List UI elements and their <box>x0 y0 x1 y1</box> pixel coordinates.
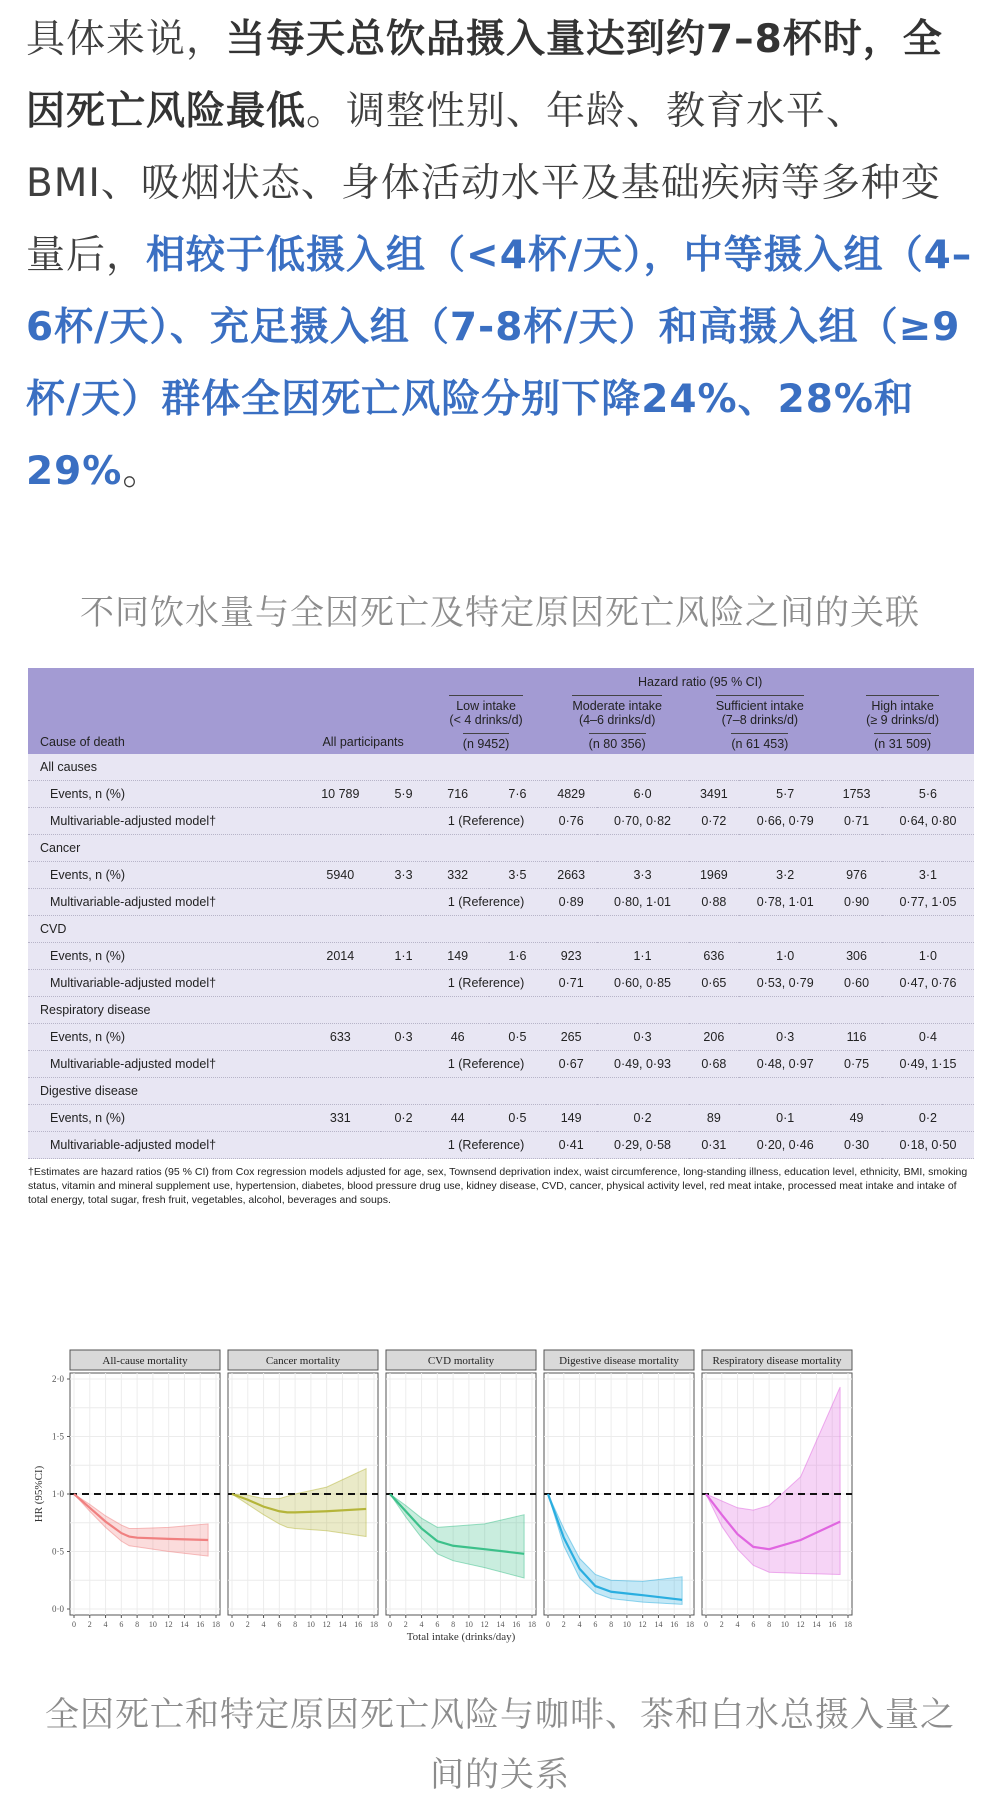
x-tick-label: 14 <box>812 1620 821 1629</box>
events-row <box>28 862 974 889</box>
table-cell: 5940 <box>300 862 381 889</box>
x-tick-label: 14 <box>338 1620 347 1629</box>
table-cell: 0·65 <box>689 970 740 997</box>
table-cell: 306 <box>831 943 882 970</box>
table-section-row <box>28 1078 974 1105</box>
table-cell: 206 <box>689 1024 740 1051</box>
table-cell: 10 789 <box>300 781 381 808</box>
x-tick-label: 18 <box>370 1620 378 1629</box>
table-cell: 0·18, 0·50 <box>882 1132 974 1159</box>
table-cell: 89 <box>689 1105 740 1132</box>
table-cell: 0·29, 0·58 <box>597 1132 689 1159</box>
x-tick-label: 12 <box>638 1620 647 1629</box>
table-cell: 0·49, 1·15 <box>882 1051 974 1078</box>
table-cell: 7·6 <box>489 781 546 808</box>
table-cell: 5·7 <box>739 781 831 808</box>
table-cell: 0·41 <box>546 1132 597 1159</box>
x-tick-label: 4 <box>419 1620 424 1629</box>
x-tick-label: 4 <box>577 1620 582 1629</box>
x-tick-label: 14 <box>496 1620 505 1629</box>
x-tick-label: 8 <box>609 1620 614 1629</box>
table-cell: 0·1 <box>739 1105 831 1132</box>
hazard-ratio-table-figure <box>28 668 974 1207</box>
table-footnote: †Estimates are hazard ratios (95 % CI) from Cox regression models adjusted for age, sex, Townsend deprivation index, waist circumference, long-standing illness, education level, ethnicity, BMI, smoking status, vitamin and mineral supplement use, hypertension, diabetes, blood pressure drug use, kidney disease, CVD, cancer, physical activity level, red meat intake, processed meat intake and intake of total energy, total sugar, fresh fruit, vegetables, alcohol, beverages and soups. <box>28 1166 968 1206</box>
table-cell: 0·2 <box>597 1105 689 1132</box>
x-tick-label: 0 <box>704 1620 708 1629</box>
x-tick-label: 16 <box>354 1620 363 1629</box>
table-caption: 不同饮水量与全因死亡及特定原因死亡风险之间的关联 <box>80 593 920 633</box>
model-row <box>28 1132 974 1159</box>
table-cell: 0·71 <box>831 808 882 835</box>
table-cell: 116 <box>831 1024 882 1051</box>
x-tick-label: 12 <box>164 1620 173 1629</box>
events-row <box>28 943 974 970</box>
hr-spline-chart-svg <box>30 1340 980 1670</box>
x-tick-label: 6 <box>277 1620 282 1629</box>
table-cell: 3·3 <box>597 862 689 889</box>
x-tick-label: 14 <box>180 1620 189 1629</box>
high-intake-header: High intake (≥ 9 drinks/d) <box>866 695 939 727</box>
events-label: Events, n (%) <box>28 1024 300 1051</box>
table-section-row <box>28 835 974 862</box>
x-tick-label: 4 <box>103 1620 108 1629</box>
y-tick-label: 1·5 <box>52 1431 64 1442</box>
table-cell: 331 <box>300 1105 381 1132</box>
events-label: Events, n (%) <box>28 862 300 889</box>
table-cell: 0·80, 1·01 <box>597 889 689 916</box>
table-cell: 0·5 <box>489 1024 546 1051</box>
x-tick-label: 12 <box>796 1620 805 1629</box>
intro-bold-text: 当每天总饮品摄入量达到约7–8杯时，全因死亡风险最低 <box>26 17 943 134</box>
table-cell: 49 <box>831 1105 882 1132</box>
cause-header: Cause of death <box>40 735 125 749</box>
table-cell: 265 <box>546 1024 597 1051</box>
table-cell: 5·6 <box>882 781 974 808</box>
table-cell: 0·20, 0·46 <box>739 1132 831 1159</box>
events-label: Events, n (%) <box>28 781 300 808</box>
events-row <box>28 1105 974 1132</box>
x-tick-label: 2 <box>403 1620 408 1629</box>
x-tick-label: 6 <box>593 1620 598 1629</box>
table-section-row <box>28 916 974 943</box>
events-label: Events, n (%) <box>28 943 300 970</box>
intro-highlight-text: 相较于低摄入组（<4杯/天），中等摄入组（4–6杯/天）、充足摄入组（7-8杯/天）和高摄入组（≥9杯/天）群体全因死亡风险分别下降24%、28%和29% <box>26 233 973 494</box>
intro-text-1: 具体来说， <box>26 17 227 62</box>
table-cell: 0·53, 0·79 <box>739 970 831 997</box>
x-tick-label: 2 <box>87 1620 92 1629</box>
table-cell: 0·76 <box>546 808 597 835</box>
x-tick-label: 16 <box>196 1620 205 1629</box>
x-axis-label: Total intake (drinks/day) <box>406 1631 516 1643</box>
y-tick-label: 0·5 <box>52 1546 64 1557</box>
table-cell: 6·0 <box>597 781 689 808</box>
table-cell: 636 <box>689 943 740 970</box>
x-tick-label: 10 <box>780 1620 789 1629</box>
model-label: Multivariable-adjusted model† <box>28 1051 300 1078</box>
table-cell: 2663 <box>546 862 597 889</box>
empty-cell <box>300 808 426 835</box>
table-cell: 0·88 <box>689 889 740 916</box>
x-tick-label: 16 <box>828 1620 837 1629</box>
table-cell: 0·3 <box>381 1024 427 1051</box>
x-tick-label: 12 <box>322 1620 331 1629</box>
y-tick-label: 2·0 <box>52 1374 64 1384</box>
sufficient-intake-header: Sufficient intake (7–8 drinks/d) <box>716 695 804 727</box>
x-tick-label: 0 <box>230 1620 234 1629</box>
y-tick-label: 1·0 <box>52 1489 64 1499</box>
table-cell: 0·3 <box>739 1024 831 1051</box>
moderate-n: (n 80 356) <box>589 733 646 751</box>
x-tick-label: 16 <box>512 1620 521 1629</box>
table-cell: 923 <box>546 943 597 970</box>
reference-cell: 1 (Reference) <box>426 808 546 835</box>
events-row <box>28 781 974 808</box>
x-tick-label: 14 <box>654 1620 663 1629</box>
x-tick-label: 12 <box>480 1620 489 1629</box>
table-cell: 3·5 <box>489 862 546 889</box>
intro-text-2: 。调整性别、年龄、教育水平、BMI、吸烟状态、身体活动水平及基础疾病等多种变量后， <box>26 89 941 278</box>
table-cell: 149 <box>546 1105 597 1132</box>
x-tick-label: 18 <box>686 1620 694 1629</box>
model-row <box>28 970 974 997</box>
x-tick-label: 4 <box>261 1620 266 1629</box>
x-tick-label: 6 <box>435 1620 440 1629</box>
model-label: Multivariable-adjusted model† <box>28 1132 300 1159</box>
chart-caption: 全因死亡和特定原因死亡风险与咖啡、茶和白水总摄入量之间的关系 <box>45 1695 955 1795</box>
x-tick-label: 10 <box>622 1620 631 1629</box>
events-label: Events, n (%) <box>28 1105 300 1132</box>
reference-cell: 1 (Reference) <box>426 1132 546 1159</box>
table-cell: 0·30 <box>831 1132 882 1159</box>
table-cell: 46 <box>426 1024 489 1051</box>
x-tick-label: 8 <box>135 1620 140 1629</box>
x-tick-label: 18 <box>212 1620 220 1629</box>
table-cell: 3491 <box>689 781 740 808</box>
y-tick-label: 0·0 <box>52 1604 64 1614</box>
table-cell: 332 <box>426 862 489 889</box>
table-cell: 976 <box>831 862 882 889</box>
table-cell: 0·68 <box>689 1051 740 1078</box>
table-cell: 1969 <box>689 862 740 889</box>
x-tick-label: 8 <box>293 1620 298 1629</box>
table-cell: 0·90 <box>831 889 882 916</box>
table-cell: 0·60, 0·85 <box>597 970 689 997</box>
table-cell: 0·77, 1·05 <box>882 889 974 916</box>
table-section-row <box>28 997 974 1024</box>
section-label: Cancer <box>28 835 974 862</box>
low-intake-header: Low intake (< 4 drinks/d) <box>449 695 522 727</box>
x-tick-label: 6 <box>751 1620 756 1629</box>
table-cell: 1·1 <box>381 943 427 970</box>
x-tick-label: 10 <box>148 1620 157 1629</box>
table-cell: 0·72 <box>689 808 740 835</box>
table-cell: 44 <box>426 1105 489 1132</box>
table-cell: 0·3 <box>597 1024 689 1051</box>
hazard-ratio-table <box>28 668 974 1159</box>
table-cell: 1·0 <box>882 943 974 970</box>
all-participants-header: All participants <box>322 735 404 749</box>
x-tick-label: 16 <box>670 1620 679 1629</box>
table-cell: 5·9 <box>381 781 427 808</box>
table-cell: 633 <box>300 1024 381 1051</box>
x-tick-label: 8 <box>451 1620 456 1629</box>
table-cell: 3·1 <box>882 862 974 889</box>
table-cell: 2014 <box>300 943 381 970</box>
x-tick-label: 6 <box>119 1620 124 1629</box>
hr-header: Hazard ratio (95 % CI) <box>637 675 763 689</box>
intro-text-3: 。 <box>122 449 163 494</box>
x-tick-label: 10 <box>306 1620 315 1629</box>
section-label: Respiratory disease <box>28 997 974 1024</box>
table-cell: 4829 <box>546 781 597 808</box>
low-n: (n 9452) <box>463 733 510 751</box>
table-cell: 149 <box>426 943 489 970</box>
table-cell: 1753 <box>831 781 882 808</box>
model-row <box>28 1051 974 1078</box>
section-label: All causes <box>28 754 974 781</box>
model-label: Multivariable-adjusted model† <box>28 889 300 916</box>
intro-paragraph <box>26 4 976 508</box>
table-section-row <box>28 754 974 781</box>
x-tick-label: 2 <box>245 1620 250 1629</box>
x-tick-label: 2 <box>561 1620 566 1629</box>
model-label: Multivariable-adjusted model† <box>28 808 300 835</box>
table-cell: 0·70, 0·82 <box>597 808 689 835</box>
table-cell: 0·31 <box>689 1132 740 1159</box>
panel-title: Respiratory disease mortality <box>712 1355 842 1367</box>
x-tick-label: 0 <box>546 1620 550 1629</box>
high-n: (n 31 509) <box>874 733 931 751</box>
y-axis-label: HR (95%CI) <box>33 1465 45 1523</box>
panel-title: Cancer mortality <box>265 1355 341 1367</box>
panel-title: All-cause mortality <box>102 1355 188 1367</box>
sufficient-n: (n 61 453) <box>731 733 788 751</box>
table-cell: 1·1 <box>597 943 689 970</box>
model-label: Multivariable-adjusted model† <box>28 970 300 997</box>
model-row <box>28 889 974 916</box>
moderate-intake-header: Moderate intake (4–6 drinks/d) <box>572 695 662 727</box>
table-cell: 716 <box>426 781 489 808</box>
reference-cell: 1 (Reference) <box>426 970 546 997</box>
table-cell: 0·71 <box>546 970 597 997</box>
events-row <box>28 1024 974 1051</box>
table-cell: 0·89 <box>546 889 597 916</box>
table-cell: 0·66, 0·79 <box>739 808 831 835</box>
reference-cell: 1 (Reference) <box>426 1051 546 1078</box>
empty-cell <box>300 970 426 997</box>
hr-spline-chart <box>30 1340 980 1670</box>
table-cell: 1·0 <box>739 943 831 970</box>
reference-cell: 1 (Reference) <box>426 889 546 916</box>
x-tick-label: 2 <box>719 1620 724 1629</box>
x-tick-label: 0 <box>388 1620 392 1629</box>
table-cell: 0·4 <box>882 1024 974 1051</box>
section-label: Digestive disease <box>28 1078 974 1105</box>
x-tick-label: 4 <box>735 1620 740 1629</box>
table-cell: 0·5 <box>489 1105 546 1132</box>
x-tick-label: 18 <box>528 1620 536 1629</box>
table-cell: 0·49, 0·93 <box>597 1051 689 1078</box>
table-cell: 0·67 <box>546 1051 597 1078</box>
table-cell: 0·60 <box>831 970 882 997</box>
table-cell: 0·48, 0·97 <box>739 1051 831 1078</box>
x-tick-label: 18 <box>844 1620 852 1629</box>
empty-cell <box>300 1051 426 1078</box>
panel-title: Digestive disease mortality <box>559 1355 679 1367</box>
model-row <box>28 808 974 835</box>
table-cell: 0·2 <box>882 1105 974 1132</box>
table-cell: 0·75 <box>831 1051 882 1078</box>
section-label: CVD <box>28 916 974 943</box>
table-cell: 0·2 <box>381 1105 427 1132</box>
table-cell: 1·6 <box>489 943 546 970</box>
panel-title: CVD mortality <box>427 1355 495 1367</box>
table-cell: 0·64, 0·80 <box>882 808 974 835</box>
table-cell: 3·2 <box>739 862 831 889</box>
empty-cell <box>300 889 426 916</box>
table-cell: 0·47, 0·76 <box>882 970 974 997</box>
table-cell: 3·3 <box>381 862 427 889</box>
x-tick-label: 0 <box>72 1620 76 1629</box>
table-cell: 0·78, 1·01 <box>739 889 831 916</box>
x-tick-label: 8 <box>767 1620 772 1629</box>
empty-cell <box>300 1132 426 1159</box>
x-tick-label: 10 <box>464 1620 473 1629</box>
